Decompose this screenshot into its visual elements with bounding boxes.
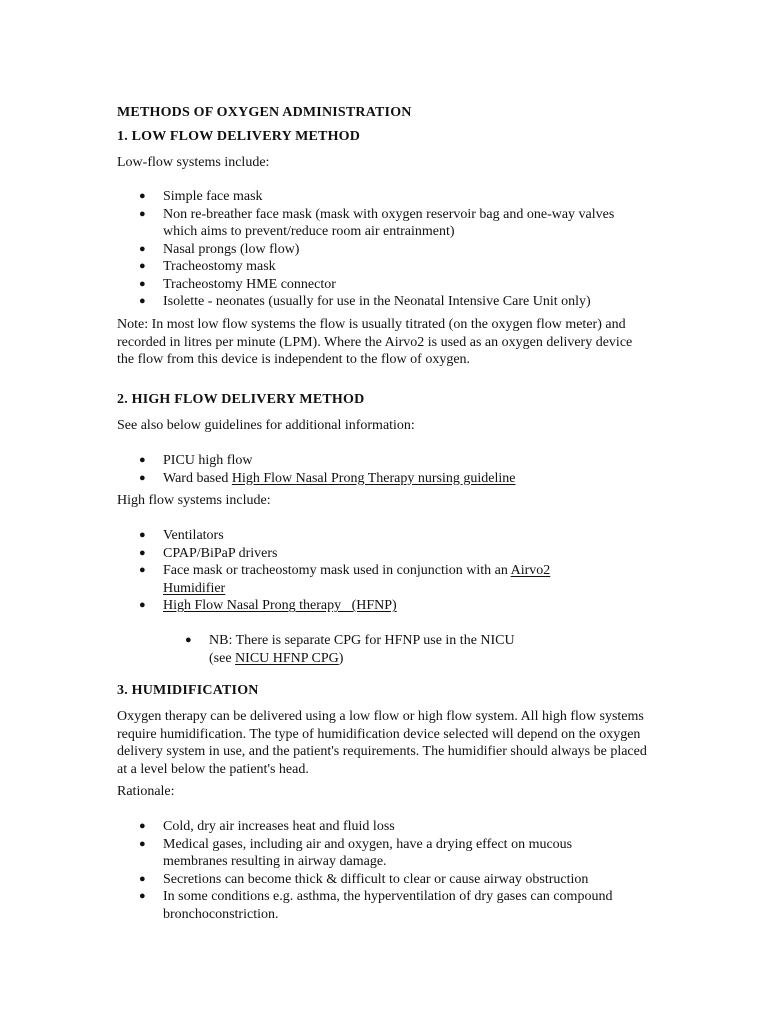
rationale-label: Rationale:: [117, 784, 175, 799]
list-item: [117, 818, 637, 836]
document-title: METHODS OF OXYGEN ADMINISTRATION: [117, 105, 412, 120]
list-item-text: NB: There is separate CPG for HFNP use in the NICU (see: [209, 633, 515, 666]
bullet-icon: ●: [139, 837, 146, 850]
bullet-icon: ●: [139, 207, 146, 220]
list-item-text: In some conditions e.g. asthma, the hyperventilation of dry gases can compound bronchoconstriction.: [163, 889, 613, 922]
low-flow-note: Note: In most low flow systems the flow is usually titrated (on the oxygen flow meter) and recorded in litres per minute (LPM). Where the Airvo2 is used as an oxygen delivery device the flow from this device is independent to the flow of oxygen.: [117, 317, 633, 367]
list-item-text: Simple face mask: [163, 189, 263, 204]
guidelines-list: [117, 452, 649, 487]
bullet-icon: ●: [139, 529, 146, 541]
bullet-icon: ●: [139, 564, 146, 576]
list-item-text: Ventilators: [163, 528, 224, 543]
list-item-text: Nasal prongs (low flow): [163, 241, 300, 257]
list-item-text: Isolette - neonates (usually for use in the Neonatal Intensive Care Unit only): [163, 294, 591, 309]
hfnp-therapy-link[interactable]: High Flow Nasal Prong therapy (HFNP): [163, 598, 397, 613]
nicu-note-list: [117, 632, 537, 667]
list-item-text: Non re-breather face mask (mask with oxygen reservoir bag and one-way valves which aims to prevent/reduce room air entrainment): [163, 206, 615, 239]
list-item: [117, 241, 649, 259]
list-item: [117, 527, 649, 545]
bullet-icon: ●: [139, 471, 146, 484]
bullet-icon: ●: [185, 634, 192, 646]
list-item-text: Secretions can become thick & difficult to clear or cause airway obstruction: [163, 871, 589, 887]
list-item: [117, 470, 649, 488]
bullet-icon: ●: [139, 260, 146, 272]
list-item: [117, 188, 649, 206]
hfnp-nursing-guideline-link[interactable]: High Flow Nasal Prong Therapy nursing guideline: [231, 470, 516, 486]
humidification-paragraph: Oxygen therapy can be delivered using a low flow or high flow system. All high flow systems require humidification. The type of humidification device selected will depend on the oxygen delivery system in use, and the patient's requirements. The humidifier should always be placed at a level below the patient's head.: [117, 709, 647, 777]
list-item: [117, 545, 649, 563]
low-flow-list: [117, 188, 649, 311]
list-item: [117, 452, 649, 470]
section-heading-low-flow: 1. LOW FLOW DELIVERY METHOD: [117, 129, 361, 144]
list-item-text: Tracheostomy HME connector: [163, 276, 336, 292]
low-flow-intro: Low-flow systems include:: [117, 155, 270, 170]
list-item-text: PICU high flow: [163, 453, 253, 468]
list-item: [117, 258, 649, 276]
list-item: [117, 632, 537, 667]
list-item-text: Face mask or tracheostomy mask used in conjunction with an: [163, 563, 511, 578]
bullet-icon: ●: [139, 599, 146, 611]
list-item: [117, 293, 649, 311]
list-item: [117, 276, 649, 294]
airvo2-humidifier-link[interactable]: Airvo2 Humidifier: [163, 563, 551, 596]
bullet-icon: ●: [139, 890, 146, 902]
list-item-text: Cold, dry air increases heat and fluid loss: [163, 819, 395, 834]
section-heading-high-flow: 2. HIGH FLOW DELIVERY METHOD: [117, 392, 365, 407]
nicu-hfnp-cpg-link[interactable]: NICU HFNP CPG: [235, 650, 339, 666]
list-item: [117, 562, 649, 597]
bullet-icon: ●: [139, 277, 146, 290]
high-flow-see-also: See also below guidelines for additional information:: [117, 418, 415, 433]
bullet-icon: ●: [139, 242, 146, 255]
section-heading-humidification: 3. HUMIDIFICATION: [117, 683, 259, 698]
rationale-list: [117, 818, 637, 923]
bullet-icon: ●: [139, 454, 146, 466]
list-item-text: Ward based: [163, 470, 232, 486]
list-item-text: ): [338, 650, 344, 666]
list-item-text: CPAP/BiPaP drivers: [163, 545, 278, 561]
bullet-icon: ●: [139, 872, 146, 885]
bullet-icon: ●: [139, 295, 146, 307]
list-item: [117, 206, 649, 241]
list-item: [117, 597, 649, 615]
high-flow-list: [117, 527, 649, 615]
list-item: [117, 871, 637, 889]
bullet-icon: ●: [139, 190, 146, 202]
high-flow-intro: High flow systems include:: [117, 493, 271, 508]
list-item: [117, 836, 637, 871]
list-item-text: Tracheostomy mask: [163, 259, 276, 274]
bullet-icon: ●: [139, 820, 146, 832]
list-item-text: Medical gases, including air and oxygen, have a drying effect on mucous membranes resulting in airway damage.: [163, 836, 573, 869]
bullet-icon: ●: [139, 546, 146, 559]
list-item: [117, 888, 637, 923]
